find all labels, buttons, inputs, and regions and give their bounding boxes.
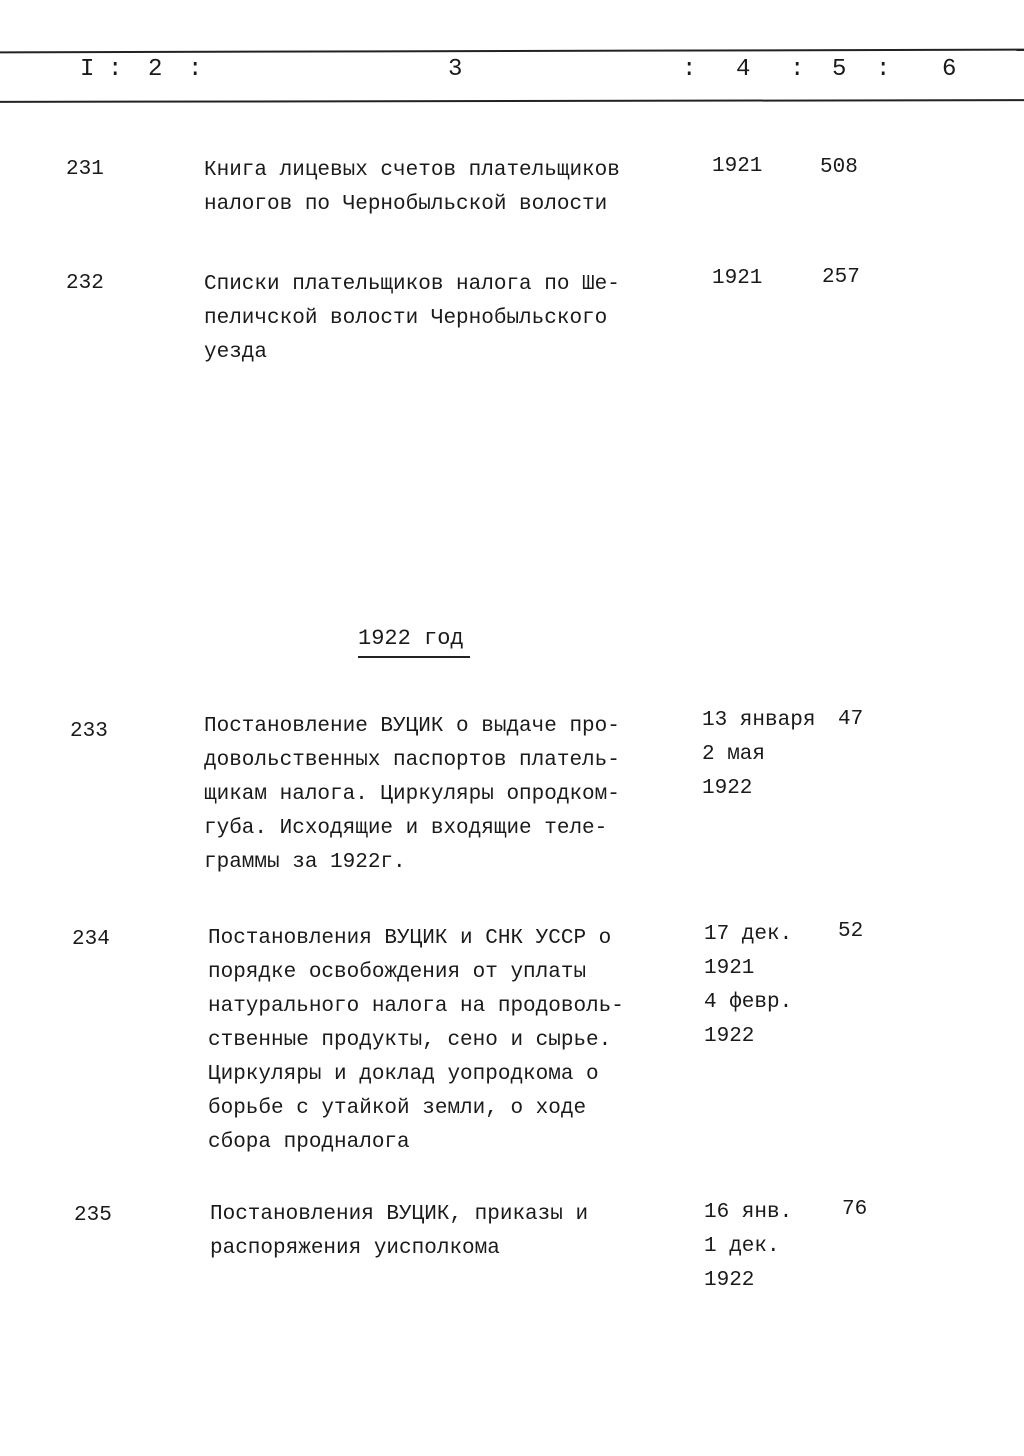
header-top-rule [0, 49, 1024, 54]
title-line: ственные продукты, сено и сырье. [208, 1029, 612, 1052]
title-line: налогов по Чернобыльской волости [204, 193, 608, 216]
entry-title [204, 154, 620, 222]
entry-sheets: 257 [822, 266, 860, 289]
title-line: уезда [204, 341, 268, 364]
col-sep: : [188, 56, 203, 83]
entry-title [204, 268, 620, 370]
col-sep: : [790, 56, 805, 83]
col-sep: : [682, 56, 697, 83]
title-line: довольственных паспортов платель- [204, 749, 620, 772]
date-line: 1922 [704, 1269, 755, 1292]
col-header-1: I [80, 56, 95, 83]
entry-sheets: 52 [838, 920, 864, 943]
col-header-6: 6 [942, 56, 957, 83]
title-line: граммы за 1922г. [204, 851, 406, 874]
col-header-5: 5 [832, 56, 847, 83]
date-line: 16 янв. [704, 1201, 793, 1224]
title-line: губа. Исходящие и входящие теле- [204, 817, 608, 840]
entry-number: 235 [74, 1204, 112, 1227]
date-line: 4 февр. [704, 991, 793, 1014]
title-line: пеличской волости Чернобыльского [204, 307, 608, 330]
col-sep: : [876, 56, 891, 83]
col-header-2: 2 [148, 56, 163, 83]
title-line: Постановления ВУЦИК, приказы и [210, 1203, 589, 1226]
year-heading-underline [358, 656, 470, 658]
title-line: порядке освобождения от уплаты [208, 961, 587, 984]
entry-dates [702, 704, 815, 806]
date-line: 1921 [704, 957, 755, 980]
col-header-4: 4 [736, 56, 751, 83]
title-line: натурального налога на продоволь- [208, 995, 624, 1018]
title-line: Постановления ВУЦИК и СНК УССР о [208, 927, 612, 950]
date-line: 1 дек. [704, 1235, 780, 1258]
date-line: 13 января [702, 709, 816, 732]
header-bottom-rule [0, 99, 1024, 103]
title-line: Книга лицевых счетов плательщиков [204, 159, 620, 182]
title-line: Списки плательщиков налога по Ше- [204, 273, 620, 296]
entry-dates [704, 918, 792, 1054]
date-line: 1921 [712, 267, 763, 290]
date-line: 1922 [704, 1025, 755, 1048]
title-line: сбора продналога [208, 1131, 410, 1154]
col-header-3: 3 [448, 56, 463, 83]
date-line: 2 мая [702, 743, 766, 766]
entry-sheets: 47 [838, 708, 864, 731]
date-line: 17 дек. [704, 923, 793, 946]
entry-number: 233 [70, 720, 108, 743]
date-line: 1922 [702, 777, 753, 800]
title-line: Постановление ВУЦИК о выдаче про- [204, 715, 620, 738]
title-line: борьбе с утайкой земли, о ходе [208, 1097, 587, 1120]
entry-dates [704, 1196, 792, 1298]
entry-sheets: 508 [820, 156, 858, 179]
entry-title [210, 1198, 588, 1266]
year-heading: 1922 год [358, 626, 464, 651]
entry-title [208, 922, 624, 1160]
entry-dates [712, 262, 762, 296]
entry-title [204, 710, 620, 880]
entry-number: 234 [72, 928, 110, 951]
entry-number: 232 [66, 272, 104, 295]
entry-sheets: 76 [842, 1198, 868, 1221]
col-sep: : [108, 56, 123, 83]
title-line: щикам налога. Циркуляры опродком- [204, 783, 620, 806]
entry-dates [712, 150, 762, 184]
title-line: Циркуляры и доклад уопродкома о [208, 1063, 599, 1086]
date-line: 1921 [712, 155, 763, 178]
entry-number: 231 [66, 158, 104, 181]
title-line: распоряжения уисполкома [210, 1237, 500, 1260]
